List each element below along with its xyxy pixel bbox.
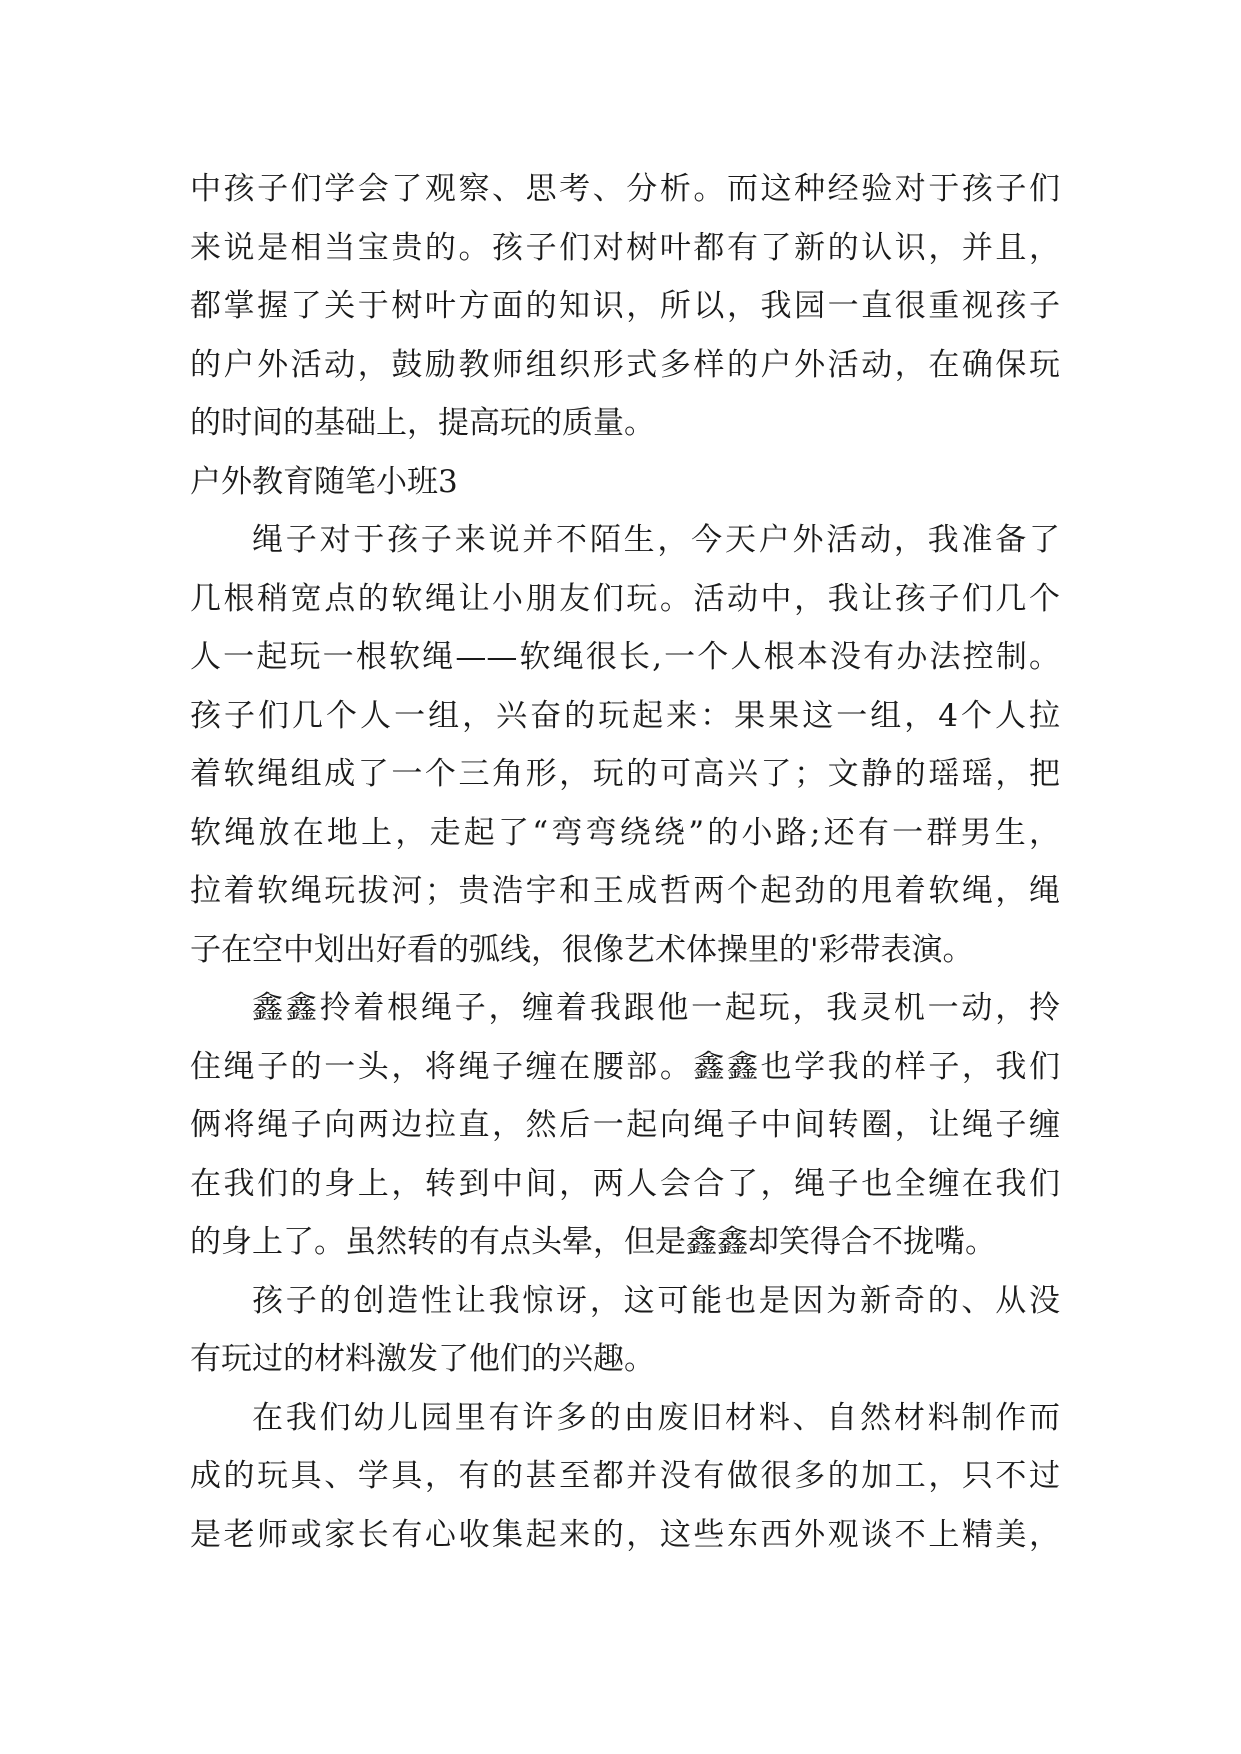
paragraph-first-line: 在我们幼儿园里有许多的由废旧材料、自然材料制作而 <box>252 1399 1060 1436</box>
text-line: 拉着软绳玩拔河；贵浩宇和王成哲两个起劲的甩着软绳，绳 <box>190 873 1060 909</box>
text-line: 的身上了。虽然转的有点头晕，但是鑫鑫却笑得合不拢嘴。 <box>190 1224 996 1260</box>
text-line: 人一起玩一根软绳——软绳很长,一个人根本没有办法控制。 <box>190 639 1060 675</box>
text-line: 住绳子的一头，将绳子缠在腰部。鑫鑫也学我的样子，我们 <box>190 1048 1060 1085</box>
text-line: 几根稍宽点的软绳让小朋友们玩。活动中，我让孩子们几个 <box>190 580 1060 617</box>
paragraph-first-line: 绳子对于孩子来说并不陌生，今天户外活动，我准备了 <box>252 522 1060 558</box>
text-line: 的时间的基础上，提高玩的质量。 <box>190 405 655 441</box>
text-line: 成的玩具、学具，有的甚至都并没有做很多的加工，只不过 <box>190 1458 1060 1494</box>
text-line: 子在空中划出好看的弧线，很像艺术体操里的'彩带表演。 <box>190 931 974 968</box>
text-line: 俩将绳子向两边拉直，然后一起向绳子中间转圈，让绳子缠 <box>190 1107 1060 1143</box>
text-line: 是老师或家长有心收集起来的，这些东西外观谈不上精美， <box>190 1516 1060 1553</box>
text-line: 着软绳组成了一个三角形，玩的可高兴了；文静的瑶瑶，把 <box>190 756 1060 792</box>
text-line: 的户外活动，鼓励教师组织形式多样的户外活动，在确保玩 <box>190 346 1060 383</box>
text-line: 中孩子们学会了观察、思考、分析。而这种经验对于孩子们 <box>190 171 1060 207</box>
text-line: 在我们的身上，转到中间，两人会合了，绳子也全缠在我们 <box>190 1165 1060 1202</box>
text-line: 有玩过的材料激发了他们的兴趣。 <box>190 1341 655 1377</box>
section-heading: 户外教育随笔小班3 <box>190 463 458 500</box>
body-text <box>190 160 1060 1564</box>
text-line: 孩子们几个人一组，兴奋的玩起来：果果这一组，4个人拉 <box>190 697 1060 734</box>
paragraph-first-line: 鑫鑫拎着根绳子，缠着我跟他一起玩，我灵机一动，拎 <box>252 990 1060 1026</box>
paragraph-first-line: 孩子的创造性让我惊讶，这可能也是因为新奇的、从没 <box>252 1282 1060 1319</box>
text-line: 来说是相当宝贵的。孩子们对树叶都有了新的认识，并且， <box>190 229 1060 266</box>
text-line: 都掌握了关于树叶方面的知识，所以，我园一直很重视孩子 <box>190 288 1060 324</box>
text-line: 软绳放在地上，走起了“弯弯绕绕”的小路;还有一群男生， <box>190 814 1060 851</box>
